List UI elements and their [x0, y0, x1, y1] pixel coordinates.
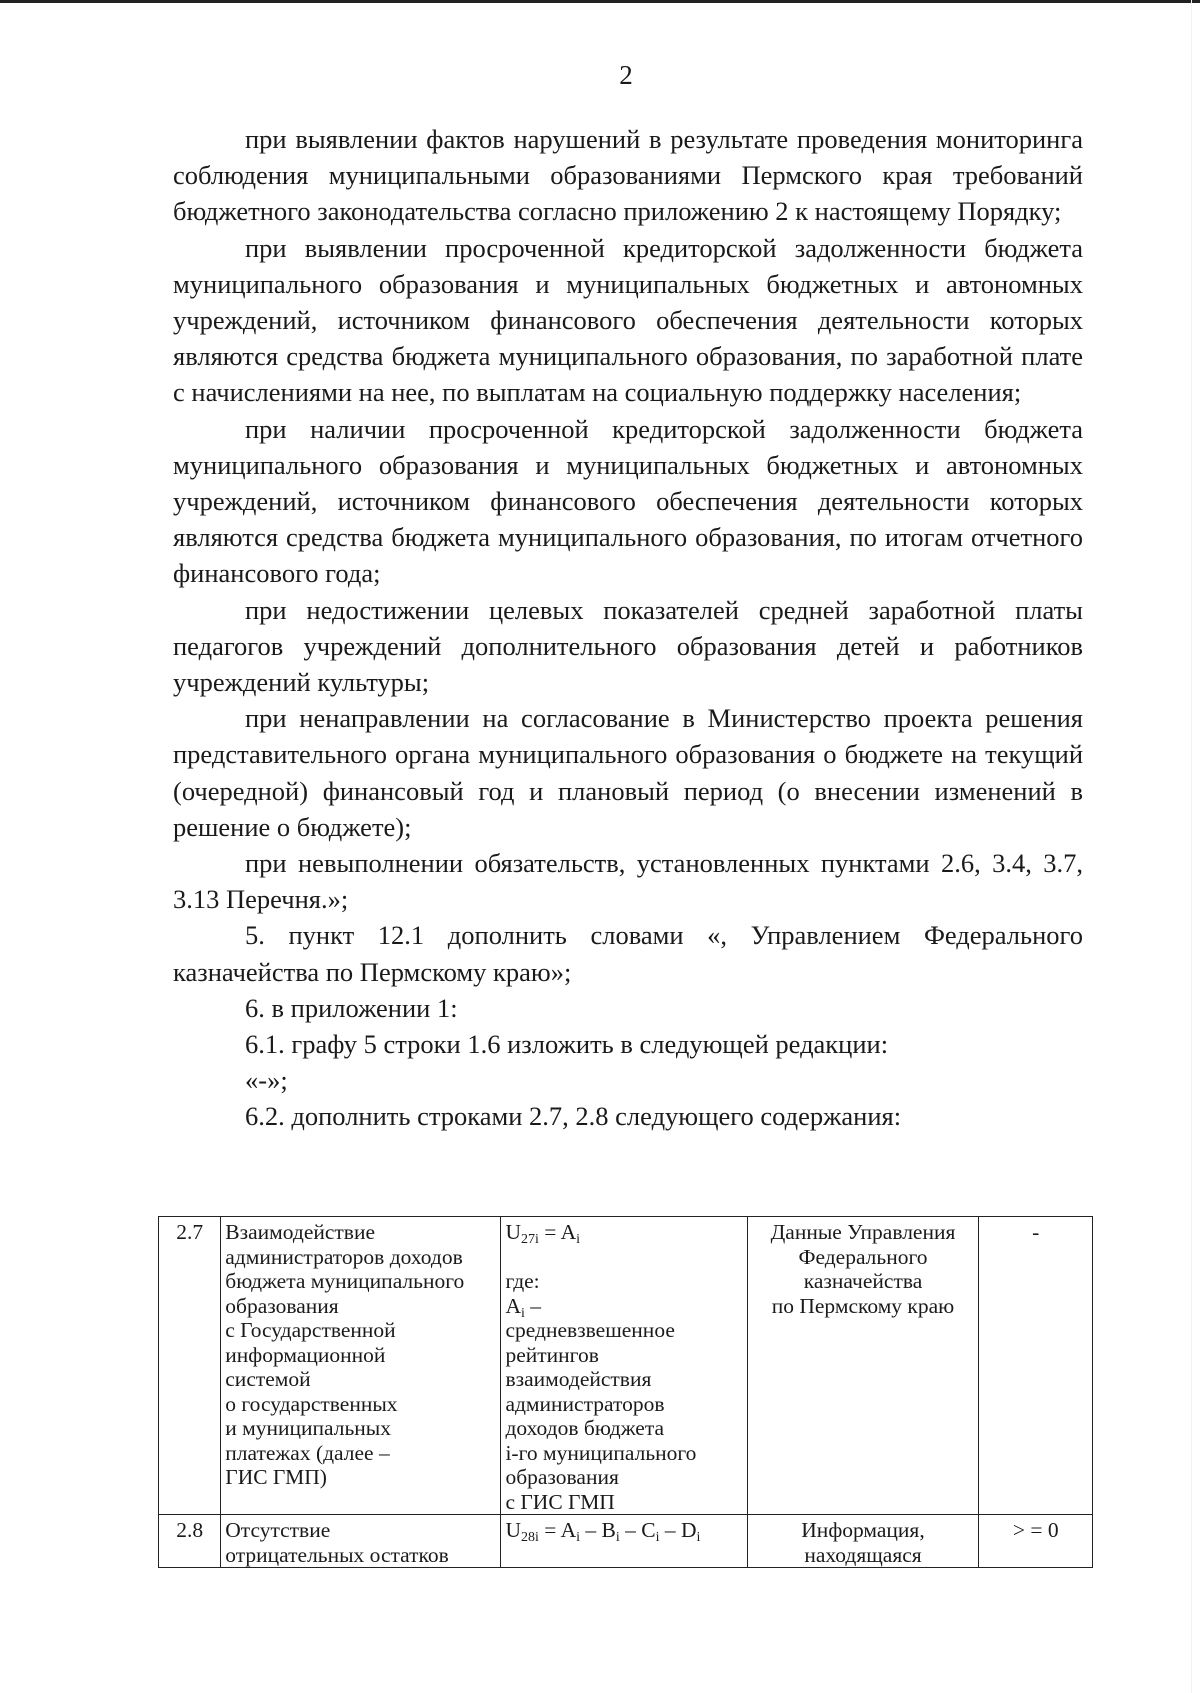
indicator-formula: [501, 1217, 747, 1515]
paragraph: при выявлении фактов нарушений в результате проведения мониторинга соблюдения муниципальными образованиями Пермского края требований бюджетного законодательства согласно приложению 2 к настоящему Порядку;: [173, 124, 1083, 227]
scan-edge: [1191, 0, 1192, 1693]
paragraph: при ненаправлении на согласование в Министерство проекта решения представительного органа муниципального образования о бюджете на текущий (очередной) финансовый год и плановый период (о внесении изменений в решение о бюджете);: [173, 703, 1083, 842]
data-source: Информация, находящаяся: [747, 1515, 979, 1568]
target-value: > = 0: [979, 1515, 1093, 1568]
indicators-table: [158, 1216, 1093, 1568]
target-value: -: [979, 1217, 1093, 1515]
formula-line: $U_{28i} = A_i - B_i - C_i - D_i$: [505, 1518, 701, 1545]
top-border-line: [0, 0, 1200, 3]
table-row: [159, 1217, 1093, 1515]
row-number: 2.8: [159, 1515, 221, 1568]
row-number: 2.7: [159, 1217, 221, 1515]
document-body: [173, 121, 1083, 1135]
paragraph: «-»;: [245, 1065, 288, 1096]
table-row: [159, 1515, 1093, 1568]
formula-variable-desc: $A_i$ – средневзвешенное рейтингов взаимодействия администраторов доходов бюджета i-го муниципального образования с ГИС ГМП: [505, 1293, 697, 1514]
indicator-name: Взаимодействие администраторов доходов бюджета муниципального образования с Государственной информационной системой о государственных и муниципальных платежах (далее – ГИС ГМП): [221, 1217, 501, 1515]
indicator-formula: [501, 1515, 747, 1568]
formula-line: $U_{27i} = A_i$: [505, 1220, 580, 1247]
paragraph: при наличии просроченной кредиторской задолженности бюджета муниципального образования и муниципальных бюджетных и автономных учреждений, источником финансового обеспечения деятельности которых являются средства бюджета муниципального образования, по итогам отчетного финансового года;: [173, 413, 1083, 589]
page-number: 2: [619, 60, 633, 90]
paragraph: 5. пункт 12.1 дополнить словами «, Управлением Федерального казначейства по Пермскому краю»;: [173, 920, 1083, 987]
paragraph: 6.2. дополнить строками 2.7, 2.8 следующего содержания:: [245, 1101, 902, 1132]
paragraph: при выявлении просроченной кредиторской задолженности бюджета муниципального образования и муниципальных бюджетных и автономных учреждений, источником финансового обеспечения деятельности которых являются средства бюджета муниципального образования, по заработной плате с начислениями на нее, по выплатам на социальную поддержку населения;: [173, 232, 1083, 408]
paragraph: при недостижении целевых показателей средней заработной платы педагогов учреждений дополнительного образования детей и работников учреждений культуры;: [173, 594, 1083, 698]
indicator-name: Отсутствие отрицательных остатков: [221, 1515, 501, 1568]
formula-where: где:: [505, 1269, 540, 1293]
data-source: Данные Управления Федерального казначейства по Пермскому краю: [747, 1217, 979, 1515]
paragraph: 6. в приложении 1:: [245, 992, 458, 1023]
paragraph: 6.1. графу 5 строки 1.6 изложить в следующей редакции:: [245, 1029, 889, 1060]
paragraph: при невыполнении обязательств, установленных пунктами 2.6, 3.4, 3.7, 3.13 Перечня.»;: [173, 848, 1083, 915]
